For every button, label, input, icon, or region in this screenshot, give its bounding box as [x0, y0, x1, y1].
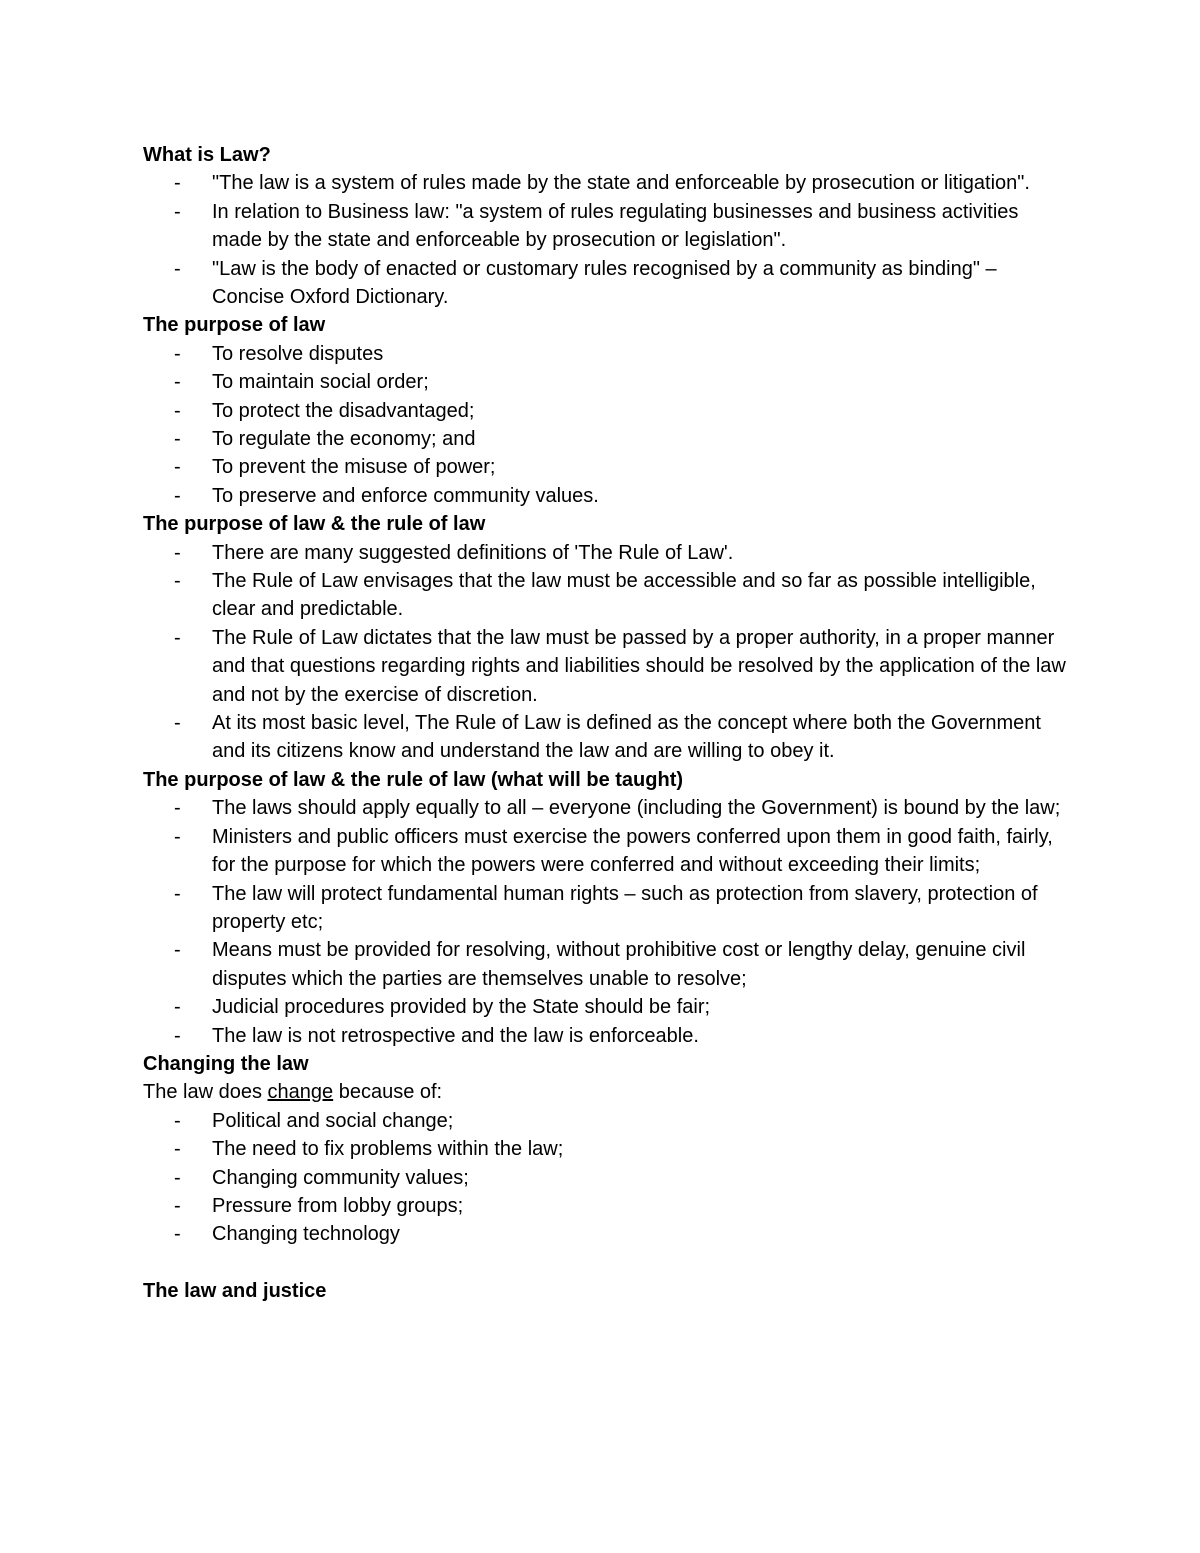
dash-bullet: - — [174, 797, 181, 820]
list-item — [143, 1022, 1073, 1050]
intro-text: because of: — [333, 1081, 443, 1104]
dash-bullet: - — [174, 257, 181, 280]
dash-bullet: - — [174, 484, 181, 507]
section-heading-what-is-law: What is Law? — [143, 144, 271, 166]
dash-bullet: - — [174, 172, 181, 195]
bullet-list — [143, 340, 1073, 510]
section-heading-law-and-justice: The law and justice — [143, 1280, 327, 1303]
list-item — [143, 397, 1073, 425]
list-item-text: To resolve disputes — [212, 342, 384, 365]
list-item — [143, 1107, 1073, 1135]
list-item-text: The Rule of Law dictates that the law must be passed by a proper authority, in a proper manner and that questions regarding rights and liabilities should be resolved by the application of the law and not by the exercise of discretion. — [212, 626, 1066, 706]
dash-bullet: - — [174, 342, 181, 365]
dash-bullet: - — [174, 570, 181, 593]
list-item-text: Judicial procedures provided by the State should be fair; — [212, 996, 711, 1019]
bullet-list — [143, 539, 1073, 766]
list-item — [143, 425, 1073, 453]
section-heading-what-will-be-taught: The purpose of law & the rule of law (what will be taught) — [143, 768, 684, 791]
list-item-text: To prevent the misuse of power; — [212, 456, 496, 479]
bullet-list — [143, 1107, 1073, 1249]
list-item-text: Changing community values; — [212, 1166, 469, 1189]
list-item — [143, 198, 1073, 255]
dash-bullet: - — [174, 825, 181, 848]
blank-line — [143, 1249, 1073, 1277]
list-item-text: Pressure from lobby groups; — [212, 1194, 464, 1217]
intro-paragraph — [143, 1078, 1073, 1106]
list-item-text: "The law is a system of rules made by the state and enforceable by prosecution or litigation". — [212, 172, 1030, 195]
list-item — [143, 1220, 1073, 1248]
list-item-text: At its most basic level, The Rule of Law is defined as the concept where both the Government and its citizens know and understand the law and are willing to obey it. — [212, 712, 1041, 763]
list-item-text: The law is not retrospective and the law is enforceable. — [212, 1024, 699, 1047]
dash-bullet: - — [174, 371, 181, 394]
dash-bullet: - — [174, 626, 181, 649]
list-item — [143, 340, 1073, 368]
dash-bullet: - — [174, 1109, 181, 1132]
dash-bullet: - — [174, 1194, 181, 1217]
list-item — [143, 1164, 1073, 1192]
list-item-text: Means must be provided for resolving, without prohibitive cost or lengthy delay, genuine civil disputes which the parties are themselves unable to resolve; — [212, 939, 1026, 990]
list-item-text: The need to fix problems within the law; — [212, 1138, 564, 1161]
section-heading-changing-the-law: Changing the law — [143, 1052, 309, 1075]
list-item — [143, 255, 1073, 312]
list-item — [143, 794, 1073, 822]
intro-text: The law does — [143, 1081, 268, 1104]
list-item — [143, 539, 1073, 567]
section-heading-purpose-of-law: The purpose of law — [143, 314, 326, 337]
list-item-text: In relation to Business law: "a system of rules regulating businesses and business activities made by the state and enforceable by prosecution or legislation". — [212, 200, 1019, 252]
list-item-text: There are many suggested definitions of 'The Rule of Law'. — [212, 541, 734, 564]
list-item — [143, 709, 1073, 766]
list-item-text: To regulate the economy; and — [212, 428, 476, 451]
list-item — [143, 823, 1073, 880]
list-item — [143, 1135, 1073, 1163]
list-item-text: Ministers and public officers must exercise the powers conferred upon them in good faith, fairly, for the purpose for which the powers were conferred and without exceeding their limits; — [212, 825, 1053, 877]
list-item-text: To maintain social order; — [212, 371, 429, 394]
list-item — [143, 567, 1073, 624]
dash-bullet: - — [174, 996, 181, 1019]
list-item — [143, 936, 1073, 993]
dash-bullet: - — [174, 1166, 181, 1189]
dash-bullet: - — [174, 428, 181, 451]
list-item — [143, 368, 1073, 396]
list-item-text: The Rule of Law envisages that the law must be accessible and so far as possible intelligible, clear and predictable. — [212, 570, 1036, 621]
list-item-text: The laws should apply equally to all – everyone (including the Government) is bound by the law; — [212, 797, 1061, 820]
dash-bullet: - — [174, 1138, 181, 1161]
list-item — [143, 993, 1073, 1021]
dash-bullet: - — [174, 1223, 181, 1246]
list-item — [143, 482, 1073, 510]
document-page — [143, 141, 1073, 1306]
bullet-list — [143, 169, 1073, 311]
list-item-text: "Law is the body of enacted or customary rules recognised by a community as binding" – Concise Oxford Dictionary. — [212, 257, 997, 309]
dash-bullet: - — [174, 1024, 181, 1047]
list-item-text: Political and social change; — [212, 1109, 454, 1132]
dash-bullet: - — [174, 399, 181, 422]
list-item-text: The law will protect fundamental human rights – such as protection from slavery, protection of property etc; — [212, 882, 1038, 933]
dash-bullet: - — [174, 541, 181, 564]
section-heading-rule-of-law: The purpose of law & the rule of law — [143, 513, 486, 536]
dash-bullet: - — [174, 882, 181, 905]
list-item — [143, 624, 1073, 709]
dash-bullet: - — [174, 939, 181, 962]
list-item — [143, 453, 1073, 481]
list-item-text: To protect the disadvantaged; — [212, 399, 475, 422]
dash-bullet: - — [174, 200, 181, 223]
list-item — [143, 169, 1073, 197]
dash-bullet: - — [174, 456, 181, 479]
list-item — [143, 880, 1073, 937]
bullet-list — [143, 794, 1073, 1050]
intro-underlined-word: change — [267, 1081, 334, 1104]
list-item-text: To preserve and enforce community values. — [212, 484, 599, 507]
dash-bullet: - — [174, 712, 181, 735]
list-item — [143, 1192, 1073, 1220]
list-item-text: Changing technology — [212, 1223, 400, 1246]
